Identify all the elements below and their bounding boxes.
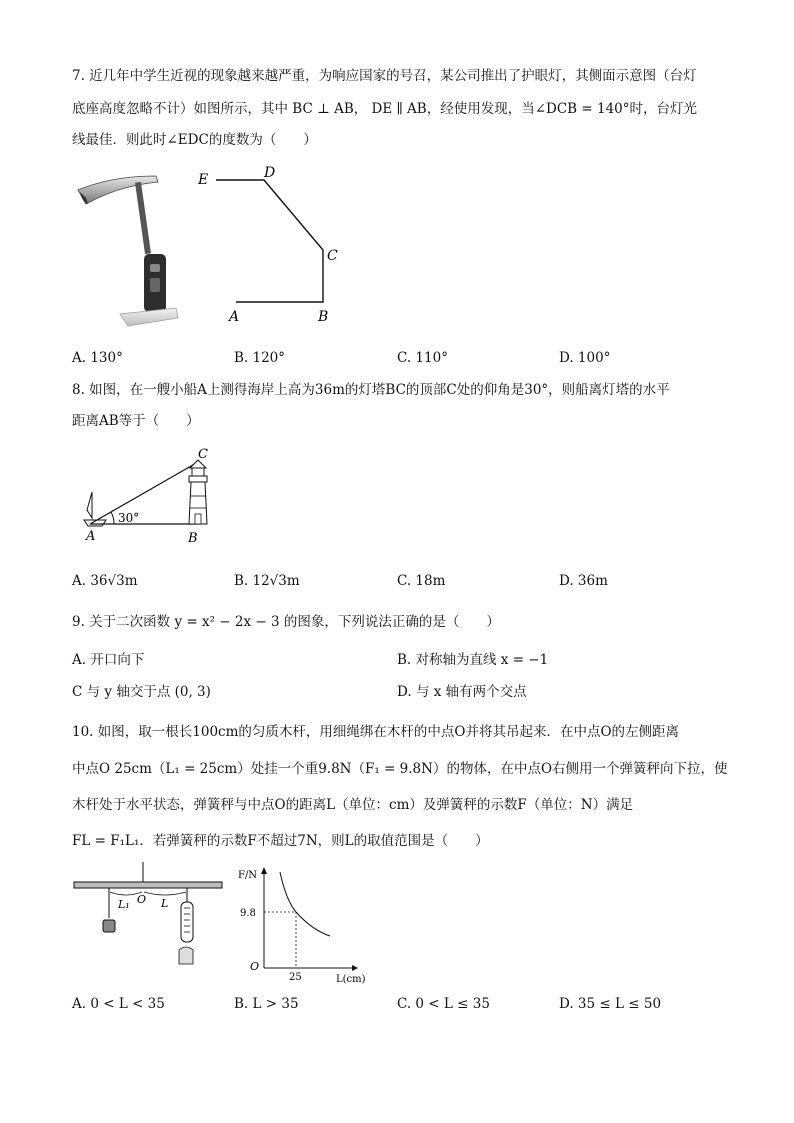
q8-label-C: C [198, 447, 208, 462]
q9-option-c: C 与 y 轴交于点 (0, 3) [72, 684, 211, 700]
q7-figure-lines [216, 180, 323, 302]
q7-label-B: B [318, 309, 329, 325]
q10-option-b: B. L > 35 [234, 996, 299, 1012]
q9-option-b: B. 对称轴为直线 x = −1 [397, 652, 549, 668]
q10-rod-figure [72, 862, 232, 982]
q10-text-line2: 中点O 25cm（L₁ = 25cm）处挂一个重9.8N（F₁ = 9.8N）的物体，在中点O右侧用一个弹簧秤向下拉，使 [72, 761, 728, 777]
q10-f-l-graph [238, 864, 378, 985]
q7-option-c: C. 110° [397, 350, 448, 366]
q8-option-a: A. 36√3m [72, 573, 138, 589]
q7-text-line1: 7. 近几年中学生近视的现象越来越严重，为响应国家的号召，某公司推出了护眼灯，其侧面示意图（台灯 [72, 68, 697, 84]
q7-option-b: B. 120° [234, 350, 286, 366]
q10-text-line3: 木杆处于水平状态，弹簧秤与中点O的距离L（单位：cm）及弹簧秤的示数F（单位：N）满足 [72, 797, 634, 813]
spring-scale-icon [179, 902, 193, 964]
q8-text-line1: 8. 如图，在一艘小船A上测得海岸上高为36m的灯塔BC的顶部C处的仰角是30°，则船离灯塔的水平 [72, 382, 670, 398]
q10-option-a: A. 0 < L < 35 [72, 996, 165, 1012]
q9-option-a: A. 开口向下 [72, 652, 145, 668]
q7-label-A: A [229, 309, 240, 325]
q7-text-line3: 线最佳．则此时∠EDC的度数为（ ） [72, 132, 317, 148]
graph-label-25: 25 [289, 972, 302, 983]
q10-label-L1: L₁ [118, 898, 130, 911]
q8-label-angle: 30° [118, 511, 140, 525]
graph-label-L: L(cm) [336, 974, 366, 985]
graph-label-98: 9.8 [240, 908, 256, 919]
q8-label-A: A [86, 529, 96, 544]
q7-geometry-figure [196, 164, 356, 324]
q10-label-O: O [137, 893, 147, 906]
weight-icon [103, 920, 115, 932]
wooden-rod [74, 882, 222, 888]
q8-lighthouse-figure [76, 446, 236, 546]
q7-label-C: C [327, 248, 338, 264]
q10-text-line1: 10. 如图，取一根长100cm的匀质木杆，用细绳绑在木杆的中点O并将其吊起来．在中点O的左侧距离 [72, 724, 680, 740]
graph-label-F: F/N [238, 870, 258, 881]
graph-label-O: O [250, 960, 260, 973]
q7-text-line2: 底座高度忽略不计）如图所示，其中 BC ⊥ AB， DE ∥ AB，经使用发现，当∠DCB = 140°时，台灯光 [72, 101, 697, 117]
q9-text-line1: 9. 关于二次函数 y = x² − 2x − 3 的图象，下列说法正确的是（ ） [72, 614, 500, 630]
q7-option-a: A. 130° [72, 350, 123, 366]
q9-option-d: D. 与 x 轴有两个交点 [397, 684, 527, 700]
lighthouse-icon [189, 460, 207, 524]
q10-label-L: L [161, 897, 169, 910]
inverse-curve [280, 872, 330, 936]
q8-label-B: B [188, 531, 198, 546]
q7-label-D: D [264, 165, 276, 181]
q10-option-d: D. 35 ≤ L ≤ 50 [559, 996, 662, 1012]
q7-option-d: D. 100° [559, 350, 611, 366]
q10-option-c: C. 0 < L ≤ 35 [397, 996, 490, 1012]
q8-option-d: D. 36m [559, 573, 608, 589]
q8-text-line2: 距离AB等于（ ） [72, 413, 200, 429]
q7-label-E: E [198, 172, 209, 188]
q8-option-b: B. 12√3m [234, 573, 300, 589]
q8-option-c: C. 18m [397, 573, 446, 589]
desk-lamp-image [72, 168, 182, 328]
q10-text-line4: FL = F₁L₁．若弹簧秤的示数F不超过7N，则L的取值范围是（ ） [72, 833, 489, 849]
